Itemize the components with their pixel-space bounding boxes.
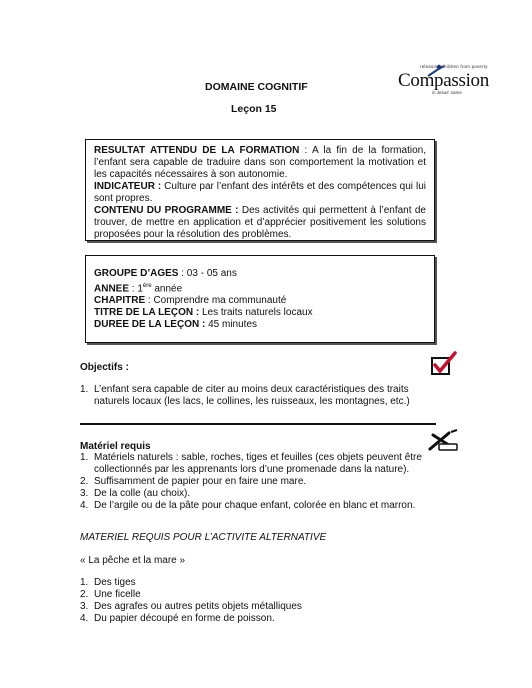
lesson-value: Les traits naturels locaux [199,307,313,319]
item-text: Matériels naturels : sable, roches, tiges et feuilles (ces objets peuvent être collectionnés par les apprenants lors d’une promenade dans la nature). [94,452,422,475]
year-superscript: ère [142,283,152,289]
item-text: Une ficelle [94,589,141,600]
list-item [80,613,425,625]
item-text: De la colle (au choix). [94,488,191,499]
art-supplies-icon [427,429,461,458]
duration-row [94,319,426,331]
program-label: CONTENU DU PROGRAMME : [94,205,239,216]
logo-subtitle: in Jesus' name [432,90,462,95]
chapter-row [94,295,426,307]
age-row [94,268,426,280]
duration-value: 45 minutes [205,319,258,331]
list-item [80,488,425,500]
item-number: 3. [80,488,89,499]
chapter-value: : Comprendre ma communauté [145,295,287,307]
age-value: : 03 - 05 ans [178,268,237,279]
year-label: ANNEE [94,283,130,295]
list-item [80,452,425,476]
item-number: 4. [80,500,89,511]
year-value: : 1 [129,283,143,295]
list-item [80,384,425,408]
program-paragraph [94,205,426,241]
alternative-title: MATERIEL REQUIS POUR L’ACTIVITE ALTERNATIVE [80,532,327,543]
list-item [80,577,425,589]
objectifs-title: Objectifs : [80,362,129,373]
learning-outcome-box [85,139,435,241]
year-row [94,280,426,295]
domain-title: DOMAINE COGNITIF [205,81,308,93]
compassion-logo [398,64,488,98]
indicator-paragraph [94,181,426,205]
indicator-text: Culture par l’enfant des intérêts et des compétences qui lui sont propres. [94,181,426,204]
result-paragraph [94,145,426,181]
item-text: L’enfant sera capable de citer au moins deux caractéristiques des traits naturels locaux (les lacs, le collines, les ruisseaux, les montagnes, etc.) [94,384,410,407]
item-number: 3. [80,601,89,612]
materiel-title: Matériel requis [80,441,151,452]
item-text: Des tiges [94,577,136,588]
year-suffix: année [151,283,183,295]
lesson-title: Leçon 15 [231,103,277,115]
item-text: De l’argile ou de la pâte pour chaque enfant, colorée en blanc et marron. [94,500,416,511]
list-item [80,589,425,601]
item-text: Du papier découpé en forme de poisson. [94,613,275,624]
item-number: 2. [80,589,89,600]
list-item [80,476,425,488]
lesson-info-box [85,255,435,343]
logo-wordmark: Compassion [398,70,489,91]
age-label: GROUPE D’AGES [94,268,179,279]
item-number: 1. [80,452,89,463]
program-text: Des activités qui permettent à l’enfant de trouver, de mettre en application et d’apprécier positivement les solutions proposées pour la résolution des problèmes. [94,205,426,240]
lesson-label: TITRE DE LA LEÇON : [94,307,200,319]
result-label: RESULTAT ATTENDU DE LA FORMATION [94,145,300,156]
materiel-list [80,452,425,512]
item-number: 4. [80,613,89,624]
alternative-list [80,577,425,625]
item-number: 2. [80,476,89,487]
section-divider [80,423,436,425]
item-number: 1. [80,384,89,395]
objectifs-list [80,384,425,408]
item-text: Suffisamment de papier pour en faire une mare. [94,476,307,487]
checkbox-check-icon [430,350,458,379]
lesson-row [94,307,426,319]
duration-label: DUREE DE LA LEÇON : [94,319,206,331]
logo-tagline: releasing children from poverty [420,64,488,69]
chapter-label: CHAPITRE [94,295,146,307]
indicator-label: INDICATEUR : [94,181,162,192]
list-item [80,500,425,512]
item-text: Des agrafes ou autres petits objets métalliques [94,601,302,612]
alternative-activity: « La pêche et la mare » [80,555,186,566]
list-item [80,601,425,613]
result-text: : A la fin de la formation, l’enfant sera capable de traduire dans son comportement la motivation et les capacités nécessaires à son autonomie. [94,145,426,180]
item-number: 1. [80,577,89,588]
